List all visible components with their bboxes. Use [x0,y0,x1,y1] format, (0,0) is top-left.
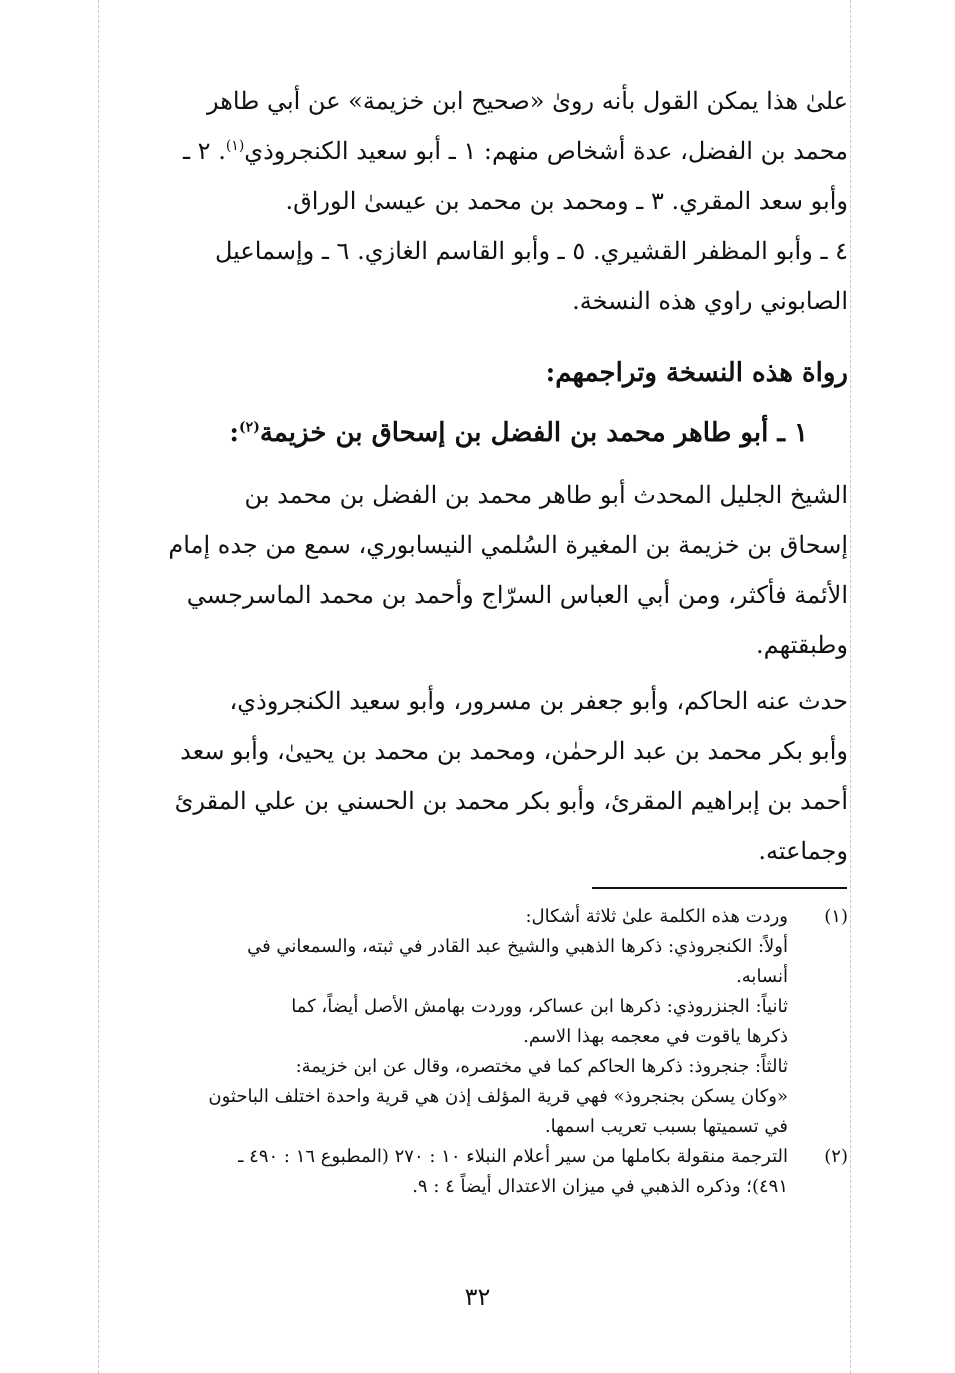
intro-paragraph [100,76,848,326]
text-fragment: محمد بن الفضل، عدة أشخاص منهم: ١ ـ أبو سعيد الكنجروذي [244,137,848,165]
narrator-heading [100,408,848,458]
text-line: وأبو بكر محمد بن عبد الرحمٰن، ومحمد بن محمد بن يحيىٰ، وأبو سعد [180,737,848,765]
text-line: الشيخ الجليل المحدث أبو طاهر محمد بن الفضل بن محمد بن [244,481,848,509]
footnote-line: أنسابه. [736,966,788,987]
scan-guide-line [850,0,851,1373]
text-line: وطبقتهم. [756,631,848,659]
footnote-number: (١) [824,906,848,927]
text-line: حدث عنه الحاكم، وأبو جعفر بن مسرور، وأبو سعيد الكنجروذي، [229,687,848,715]
footnote-line: ثالثاً: جنجروذ: ذكرها الحاكم كما في مختصره، وقال عن ابن خزيمة: [295,1056,788,1077]
footnote-line: «وكان يسكن بجنجروذ» فهي قرية المؤلف إذن هي قرية واحدة اختلف الباحثون [208,1086,788,1107]
footnote-line: ٤٩١)؛ وذكره الذهبي في ميزان الاعتدال أيضاً ٤ : ٩. [412,1176,788,1197]
text-line: الصابوني راوي هذه النسخة. [572,287,848,315]
text-line: إسحاق بن خزيمة بن المغيرة السُلمي النيسابوري، سمع من جده إمام [168,531,848,559]
text-line: علىٰ هذا يمكن القول بأنه روىٰ «صحيح ابن خزيمة» عن أبي طاهر [207,87,848,115]
students-paragraph [100,676,848,876]
heading-text: ١ ـ أبو طاهر محمد بن الفضل بن إسحاق بن خزيمة [259,418,808,448]
biography-paragraph [100,470,848,670]
text-line [100,126,848,176]
text-line: وأبو سعد المقري. ٣ ـ ومحمد بن محمد بن عيسىٰ الوراق. [285,187,848,215]
footnote-separator [592,887,847,889]
footnote-body [100,1142,788,1202]
footnote-line: وردت هذه الكلمة علىٰ ثلاثة أشكال: [525,906,788,927]
footnote-line: في تسميتها بسبب تعريب اسمها. [544,1116,788,1137]
footnote-line: ثانياً: الجنزروذي: ذكرها ابن عساكر، ووردت بهامش الأصل أيضاً، كما [291,996,788,1017]
heading-colon: : [229,418,240,448]
footnote-ref: (١) [225,138,245,154]
footnote-line: الترجمة منقولة بكاملها من سير أعلام النبلاء ١٠ : ٢٧٠ (المطبوع ١٦ : ٤٩٠ ـ [238,1146,788,1167]
text-line: أحمد بن إبراهيم المقرئ، وأبو بكر محمد بن الحسني بن علي المقرئ [174,787,848,815]
text-line: وجماعته. [758,837,848,865]
footnote-line: ذكرها ياقوت في معجمه بهذا الاسم. [523,1026,788,1047]
footnote-ref: (٢) [239,419,260,436]
text-line: ٤ ـ وأبو المظفر القشيري. ٥ ـ وأبو القاسم الغازي. ٦ ـ وإسماعيل [214,237,848,265]
footnote-line: أولاً: الكنجروذي: ذكرها الذهبي والشيخ عبد القادر في ثبته، والسمعاني في [247,936,788,957]
footnote [100,902,848,1142]
footnote-number: (٢) [824,1146,848,1167]
footnote-body [100,902,788,1142]
footnote [100,1142,848,1202]
text-line: الأئمة فأكثر، ومن أبي العباس السرّاج وأحمد بن محمد الماسرجسي [186,581,848,609]
page-number: ٣٢ [464,1283,491,1311]
scan-guide-line [98,0,99,1373]
section-heading: رواة هذه النسخة وتراجمهم: [545,358,848,388]
text-fragment: . ٢ ـ [183,137,226,165]
footnotes [100,902,848,1202]
